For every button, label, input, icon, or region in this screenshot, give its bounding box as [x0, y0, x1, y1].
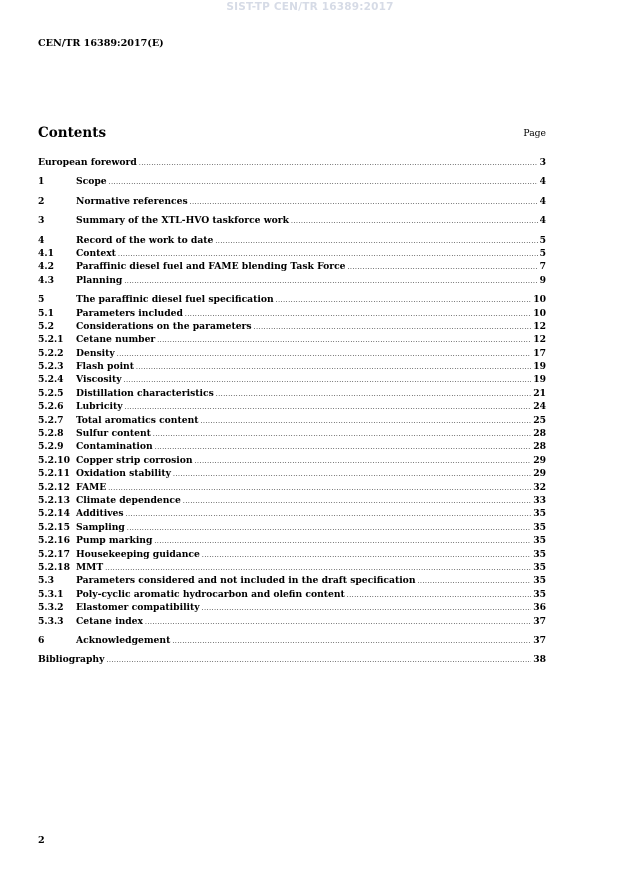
toc-dot-leader: [106, 654, 531, 667]
toc-entry-page: 5: [539, 247, 546, 259]
toc-dot-leader: [276, 294, 532, 307]
toc-entry-number: 5.3.3: [38, 615, 64, 627]
toc-entry-page: 9: [539, 274, 546, 286]
toc-entry-page: 10: [533, 307, 546, 319]
toc-entry-page: 33: [533, 494, 546, 506]
toc-entry-number: 4.1: [38, 247, 54, 259]
toc-entry[interactable]: [38, 274, 546, 287]
toc-entry-title: Normative references: [76, 195, 188, 207]
toc-entry-title: Lubricity: [76, 401, 123, 413]
toc-dot-leader: [348, 261, 538, 274]
toc-entry[interactable]: [38, 427, 546, 440]
toc-entry-page: 24: [533, 401, 546, 413]
toc-entry-page: 10: [533, 294, 546, 306]
toc-dot-leader: [347, 589, 531, 602]
toc-entry-page: 35: [533, 588, 546, 600]
toc-dot-leader: [136, 361, 531, 374]
toc-dot-leader: [183, 495, 531, 508]
toc-entry-title: Scope: [76, 176, 107, 188]
toc-entry-page: 3: [539, 157, 546, 168]
toc-entry[interactable]: [38, 247, 546, 260]
toc-dot-leader: [105, 562, 531, 575]
toc-entry-title: Considerations on the parameters: [76, 320, 252, 332]
toc-entry-number: 5.2.11: [38, 468, 70, 480]
toc-entry-page: 4: [539, 215, 546, 227]
toc-dot-leader: [126, 508, 532, 521]
toc-entry-number: 5.2.12: [38, 481, 70, 493]
toc-entry-number: 5.2.2: [38, 347, 64, 359]
toc-entry-page: 4: [539, 176, 546, 188]
toc-entry[interactable]: [38, 195, 546, 208]
toc-dot-leader: [124, 374, 532, 387]
toc-entry[interactable]: [38, 214, 546, 227]
toc-entry-number: 5.2.18: [38, 561, 70, 573]
toc-entry-page: 25: [533, 414, 546, 426]
toc-entry-page: 38: [533, 654, 546, 666]
toc-entry-title: Context: [76, 247, 116, 259]
toc-entry-number: 5.2.1: [38, 334, 64, 346]
toc-entry-title: Flash point: [76, 361, 134, 373]
document-id: CEN/TR 16389:2017(E): [38, 38, 164, 49]
toc-entry-title: Housekeeping guidance: [76, 548, 200, 560]
toc-entry-title: Contamination: [76, 441, 153, 453]
toc-entry-page: 21: [533, 387, 546, 399]
page-number: 2: [38, 835, 45, 846]
toc-entry-page: 7: [539, 261, 546, 273]
toc-entry-title: Poly-cyclic aromatic hydrocarbon and olefin content: [76, 588, 345, 600]
toc-entry-title: Distillation characteristics: [76, 387, 214, 399]
toc-dot-leader: [125, 401, 532, 414]
toc-dot-leader: [202, 549, 531, 562]
toc-dot-leader: [173, 468, 531, 481]
toc-dot-leader: [202, 602, 532, 615]
toc-entry-title: Copper strip corrosion: [76, 454, 193, 466]
toc-entry-page: 4: [539, 195, 546, 207]
toc-dot-leader: [190, 196, 538, 209]
toc-entry-title: Additives: [76, 508, 124, 520]
toc-dot-leader: [195, 455, 532, 468]
toc-entry-title: Pump marking: [76, 535, 153, 547]
toc-entry-title: Climate dependence: [76, 494, 181, 506]
toc-entry-title: European foreword: [38, 157, 137, 168]
toc-entry[interactable]: [38, 360, 546, 373]
toc-entry[interactable]: [38, 293, 546, 306]
toc-entry[interactable]: [38, 634, 546, 647]
toc-dot-leader: [157, 334, 531, 347]
toc-entry[interactable]: [38, 387, 546, 400]
toc-entry-page: 36: [533, 602, 546, 614]
toc-entry-page: 32: [533, 481, 546, 493]
toc-entry-number: 5.2.6: [38, 401, 64, 413]
toc-entry-page: 17: [533, 347, 546, 359]
toc-entry-page: 28: [533, 441, 546, 453]
toc-entry-title: Acknowledgement: [76, 634, 171, 646]
toc-entry[interactable]: [38, 574, 546, 587]
toc-entry-title: Paraffinic diesel fuel and FAME blending Task Force: [76, 261, 346, 273]
toc-entry[interactable]: [38, 414, 546, 427]
toc-entry-title: Record of the work to date: [76, 234, 214, 246]
toc-dot-leader: [145, 616, 531, 629]
toc-dot-leader: [117, 348, 531, 361]
toc-entry-title: Bibliography: [38, 654, 105, 666]
toc-entry-number: 5.2.7: [38, 414, 64, 426]
toc-entry-number: 5.2.9: [38, 441, 64, 453]
toc-entry[interactable]: [38, 653, 546, 666]
toc-entry-page: 35: [533, 521, 546, 533]
toc-entry[interactable]: [38, 494, 546, 507]
toc-entry-title: FAME: [76, 481, 107, 493]
toc-dot-leader: [124, 275, 537, 288]
toc-entry-number: 1: [38, 176, 45, 188]
toc-entry-number: 5.2.14: [38, 508, 70, 520]
toc-entry[interactable]: [38, 400, 546, 413]
toc-dot-leader: [155, 441, 532, 454]
toc-dot-leader: [109, 176, 538, 189]
toc-entry-page: 19: [533, 361, 546, 373]
toc-entry-page: 19: [533, 374, 546, 386]
toc-entry-title: Cetane number: [76, 334, 156, 346]
toc-dot-leader: [127, 522, 531, 535]
toc-entry-page: 28: [533, 428, 546, 440]
toc-entry-number: 5.2: [38, 320, 54, 332]
toc-entry[interactable]: [38, 588, 546, 601]
toc-entry[interactable]: [38, 260, 546, 273]
toc-entry[interactable]: [38, 347, 546, 360]
toc-dot-leader: [154, 535, 531, 548]
watermark-text: SIST-TP CEN/TR 16389:2017: [226, 1, 394, 13]
toc-entry-page: 35: [533, 508, 546, 520]
toc-entry-page: 35: [533, 575, 546, 587]
toc-dot-leader: [254, 321, 532, 334]
toc-entry[interactable]: [38, 454, 546, 467]
toc-entry[interactable]: [38, 467, 546, 480]
toc-entry[interactable]: [38, 481, 546, 494]
toc-entry-number: 5.2.5: [38, 387, 64, 399]
toc-dot-leader: [216, 388, 531, 401]
toc-entry[interactable]: [38, 548, 546, 561]
toc-entry-page: 37: [533, 634, 546, 646]
toc-dot-leader: [172, 635, 531, 648]
toc-entry-title: Planning: [76, 274, 123, 286]
toc-entry-title: Viscosity: [76, 374, 122, 386]
toc-entry-page: 12: [533, 320, 546, 332]
toc-entry-number: 3: [38, 215, 45, 227]
toc-dot-leader: [215, 235, 537, 248]
toc-entry-number: 6: [38, 634, 45, 646]
toc-entry-number: 5.2.15: [38, 521, 70, 533]
toc-dot-leader: [185, 308, 531, 321]
contents-heading: Contents: [38, 125, 107, 141]
toc-entry-page: 37: [533, 615, 546, 627]
toc-dot-leader: [108, 482, 531, 495]
toc-entry-page: 29: [533, 468, 546, 480]
toc-entry-page: 35: [533, 535, 546, 547]
toc-entry[interactable]: [38, 507, 546, 520]
toc-entry-title: Sulfur content: [76, 428, 151, 440]
toc-entry-title: Cetane index: [76, 615, 143, 627]
toc-entry-title: Sampling: [76, 521, 125, 533]
toc-entry-title: Parameters included: [76, 307, 183, 319]
toc-entry[interactable]: [38, 615, 546, 628]
toc-entry-page: 35: [533, 548, 546, 560]
toc-dot-leader: [139, 157, 538, 170]
toc-entry-number: 5.3.1: [38, 588, 64, 600]
toc-entry[interactable]: [38, 601, 546, 614]
toc-entry-number: 5.2.10: [38, 454, 70, 466]
toc-entry-number: 5.3: [38, 575, 54, 587]
toc-entry-number: 4.3: [38, 274, 54, 286]
toc-entry-title: Parameters considered and not included in the draft specification: [76, 575, 416, 587]
toc-dot-leader: [153, 428, 531, 441]
toc-entry-page: 5: [539, 234, 546, 246]
toc-entry[interactable]: [38, 373, 546, 386]
toc-entry-number: 5.2.16: [38, 535, 70, 547]
toc-dot-leader: [291, 215, 538, 228]
toc-entry-number: 5.2.3: [38, 361, 64, 373]
toc-entry-number: 4.2: [38, 261, 54, 273]
toc-entry-number: 5.1: [38, 307, 54, 319]
table-of-contents: [38, 156, 546, 667]
toc-entry-title: Oxidation stability: [76, 468, 171, 480]
toc-entry[interactable]: [38, 333, 546, 346]
toc-dot-leader: [418, 575, 532, 588]
toc-entry-number: 5.2.4: [38, 374, 64, 386]
toc-entry-title: The paraffinic diesel fuel specification: [76, 294, 274, 306]
toc-entry-page: 35: [533, 561, 546, 573]
toc-entry[interactable]: [38, 440, 546, 453]
toc-entry-title: Elastomer compatibility: [76, 602, 200, 614]
toc-entry[interactable]: [38, 534, 546, 547]
toc-entry-number: 2: [38, 195, 45, 207]
toc-entry-page: 12: [533, 334, 546, 346]
toc-dot-leader: [201, 415, 532, 428]
toc-dot-leader: [118, 248, 538, 261]
toc-entry-title: MMT: [76, 561, 104, 573]
toc-entry-number: 5.2.13: [38, 494, 70, 506]
toc-entry-title: Total aromatics content: [76, 414, 199, 426]
toc-entry-title: Summary of the XTL-HVO taskforce work: [76, 215, 289, 227]
toc-entry-page: 29: [533, 454, 546, 466]
toc-entry[interactable]: [38, 521, 546, 534]
toc-entry[interactable]: [38, 234, 546, 247]
toc-entry[interactable]: [38, 561, 546, 574]
toc-entry-number: 5.3.2: [38, 602, 64, 614]
toc-entry-number: 5.2.17: [38, 548, 70, 560]
toc-entry-number: 5.2.8: [38, 428, 64, 440]
toc-entry-title: Density: [76, 347, 115, 359]
toc-entry[interactable]: [38, 320, 546, 333]
toc-entry[interactable]: [38, 156, 546, 169]
toc-entry[interactable]: [38, 307, 546, 320]
toc-entry-number: 4: [38, 234, 45, 246]
toc-entry-number: 5: [38, 294, 45, 306]
toc-entry[interactable]: [38, 175, 546, 188]
page-column-label: Page: [523, 128, 546, 139]
